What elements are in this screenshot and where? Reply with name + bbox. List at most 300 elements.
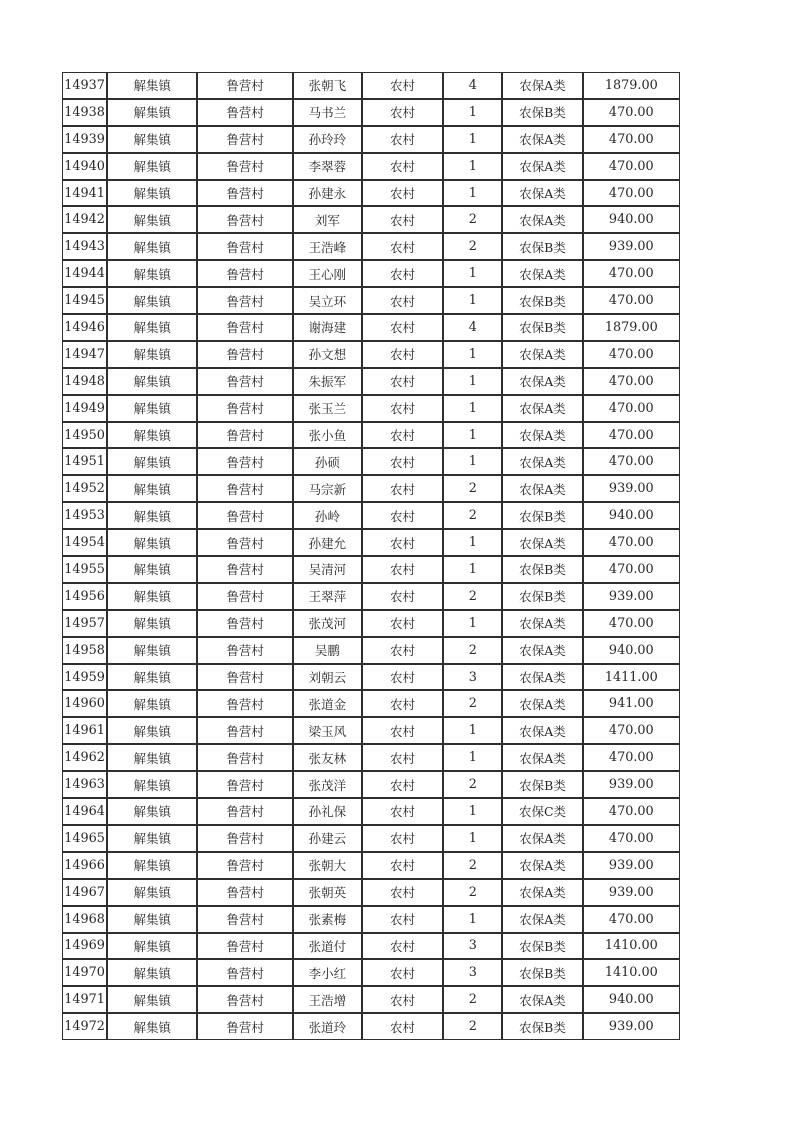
table-body [62, 72, 680, 1040]
cell-amount: 470.00 [583, 906, 680, 933]
table-row [62, 933, 680, 960]
cell-insurance_category: 农保A类 [502, 475, 582, 502]
cell-amount: 940.00 [583, 637, 680, 664]
cell-name: 张友林 [293, 744, 362, 771]
insurance-records-table [62, 72, 680, 1040]
cell-residence_type: 农村 [362, 717, 443, 744]
cell-person_count: 4 [443, 72, 502, 99]
table-row [62, 583, 680, 610]
cell-village: 鲁营村 [197, 529, 292, 556]
table-row [62, 637, 680, 664]
cell-village: 鲁营村 [197, 690, 292, 717]
cell-residence_type: 农村 [362, 233, 443, 260]
cell-residence_type: 农村 [362, 72, 443, 99]
table-row [62, 664, 680, 691]
cell-amount: 939.00 [583, 1013, 680, 1040]
cell-insurance_category: 农保B类 [502, 502, 582, 529]
cell-amount: 1879.00 [583, 72, 680, 99]
cell-residence_type: 农村 [362, 287, 443, 314]
cell-residence_type: 农村 [362, 690, 443, 717]
cell-record_id: 14955 [62, 556, 107, 583]
cell-amount: 470.00 [583, 744, 680, 771]
cell-village: 鲁营村 [197, 99, 292, 126]
cell-insurance_category: 农保A类 [502, 717, 582, 744]
cell-person_count: 1 [443, 556, 502, 583]
cell-village: 鲁营村 [197, 368, 292, 395]
cell-village: 鲁营村 [197, 206, 292, 233]
cell-record_id: 14972 [62, 1013, 107, 1040]
cell-residence_type: 农村 [362, 180, 443, 207]
table-row [62, 180, 680, 207]
cell-amount: 470.00 [583, 556, 680, 583]
table-row [62, 368, 680, 395]
cell-village: 鲁营村 [197, 314, 292, 341]
cell-amount: 470.00 [583, 153, 680, 180]
cell-amount: 939.00 [583, 475, 680, 502]
cell-name: 吴鹏 [293, 637, 362, 664]
cell-record_id: 14938 [62, 99, 107, 126]
cell-person_count: 2 [443, 771, 502, 798]
cell-town: 解集镇 [107, 798, 197, 825]
cell-name: 谢海建 [293, 314, 362, 341]
cell-person_count: 2 [443, 879, 502, 906]
cell-village: 鲁营村 [197, 933, 292, 960]
cell-name: 张道付 [293, 933, 362, 960]
cell-record_id: 14952 [62, 475, 107, 502]
cell-name: 刘军 [293, 206, 362, 233]
cell-town: 解集镇 [107, 933, 197, 960]
cell-amount: 470.00 [583, 260, 680, 287]
cell-person_count: 1 [443, 422, 502, 449]
cell-record_id: 14956 [62, 583, 107, 610]
table-row [62, 556, 680, 583]
cell-record_id: 14951 [62, 448, 107, 475]
table-row [62, 287, 680, 314]
cell-person_count: 2 [443, 986, 502, 1013]
cell-residence_type: 农村 [362, 126, 443, 153]
cell-insurance_category: 农保A类 [502, 395, 582, 422]
cell-insurance_category: 农保B类 [502, 314, 582, 341]
cell-insurance_category: 农保B类 [502, 233, 582, 260]
cell-residence_type: 农村 [362, 986, 443, 1013]
table-row [62, 153, 680, 180]
cell-residence_type: 农村 [362, 529, 443, 556]
cell-record_id: 14969 [62, 933, 107, 960]
cell-name: 张小鱼 [293, 422, 362, 449]
cell-town: 解集镇 [107, 341, 197, 368]
cell-name: 李小红 [293, 959, 362, 986]
cell-record_id: 14947 [62, 341, 107, 368]
cell-name: 张素梅 [293, 906, 362, 933]
cell-name: 吴立环 [293, 287, 362, 314]
cell-village: 鲁营村 [197, 260, 292, 287]
cell-village: 鲁营村 [197, 825, 292, 852]
cell-record_id: 14953 [62, 502, 107, 529]
cell-residence_type: 农村 [362, 99, 443, 126]
cell-residence_type: 农村 [362, 368, 443, 395]
cell-village: 鲁营村 [197, 180, 292, 207]
cell-amount: 939.00 [583, 852, 680, 879]
table-row [62, 798, 680, 825]
cell-village: 鲁营村 [197, 583, 292, 610]
cell-town: 解集镇 [107, 717, 197, 744]
cell-record_id: 14950 [62, 422, 107, 449]
cell-residence_type: 农村 [362, 475, 443, 502]
cell-name: 张道玲 [293, 1013, 362, 1040]
cell-village: 鲁营村 [197, 126, 292, 153]
cell-name: 吴清河 [293, 556, 362, 583]
cell-village: 鲁营村 [197, 153, 292, 180]
table-row [62, 448, 680, 475]
cell-person_count: 2 [443, 852, 502, 879]
table-row [62, 1013, 680, 1040]
cell-residence_type: 农村 [362, 771, 443, 798]
cell-residence_type: 农村 [362, 959, 443, 986]
cell-residence_type: 农村 [362, 798, 443, 825]
cell-residence_type: 农村 [362, 637, 443, 664]
cell-insurance_category: 农保A类 [502, 180, 582, 207]
cell-town: 解集镇 [107, 906, 197, 933]
cell-insurance_category: 农保B类 [502, 933, 582, 960]
cell-record_id: 14959 [62, 664, 107, 691]
cell-record_id: 14963 [62, 771, 107, 798]
table-row [62, 529, 680, 556]
cell-residence_type: 农村 [362, 933, 443, 960]
cell-village: 鲁营村 [197, 395, 292, 422]
cell-record_id: 14942 [62, 206, 107, 233]
cell-residence_type: 农村 [362, 664, 443, 691]
cell-village: 鲁营村 [197, 664, 292, 691]
cell-amount: 940.00 [583, 986, 680, 1013]
cell-person_count: 1 [443, 341, 502, 368]
cell-village: 鲁营村 [197, 906, 292, 933]
cell-town: 解集镇 [107, 879, 197, 906]
cell-amount: 940.00 [583, 206, 680, 233]
cell-town: 解集镇 [107, 637, 197, 664]
cell-name: 王心刚 [293, 260, 362, 287]
cell-insurance_category: 农保A类 [502, 126, 582, 153]
cell-name: 梁玉风 [293, 717, 362, 744]
cell-town: 解集镇 [107, 744, 197, 771]
table-row [62, 341, 680, 368]
cell-record_id: 14971 [62, 986, 107, 1013]
cell-town: 解集镇 [107, 314, 197, 341]
cell-person_count: 2 [443, 475, 502, 502]
cell-residence_type: 农村 [362, 422, 443, 449]
cell-amount: 470.00 [583, 529, 680, 556]
cell-insurance_category: 农保A类 [502, 206, 582, 233]
cell-amount: 939.00 [583, 879, 680, 906]
cell-person_count: 1 [443, 717, 502, 744]
cell-town: 解集镇 [107, 72, 197, 99]
cell-record_id: 14944 [62, 260, 107, 287]
cell-insurance_category: 农保B类 [502, 287, 582, 314]
cell-residence_type: 农村 [362, 153, 443, 180]
cell-person_count: 2 [443, 690, 502, 717]
cell-town: 解集镇 [107, 126, 197, 153]
cell-name: 王浩峰 [293, 233, 362, 260]
cell-insurance_category: 农保A类 [502, 368, 582, 395]
cell-residence_type: 农村 [362, 448, 443, 475]
cell-name: 孙建云 [293, 825, 362, 852]
cell-amount: 470.00 [583, 368, 680, 395]
cell-insurance_category: 农保B类 [502, 1013, 582, 1040]
cell-town: 解集镇 [107, 368, 197, 395]
table-row [62, 422, 680, 449]
cell-record_id: 14941 [62, 180, 107, 207]
cell-insurance_category: 农保B类 [502, 583, 582, 610]
cell-town: 解集镇 [107, 986, 197, 1013]
table-row [62, 852, 680, 879]
table-row [62, 72, 680, 99]
cell-record_id: 14970 [62, 959, 107, 986]
cell-insurance_category: 农保B类 [502, 959, 582, 986]
cell-town: 解集镇 [107, 664, 197, 691]
cell-person_count: 2 [443, 637, 502, 664]
cell-village: 鲁营村 [197, 341, 292, 368]
cell-village: 鲁营村 [197, 422, 292, 449]
cell-town: 解集镇 [107, 610, 197, 637]
cell-record_id: 14967 [62, 879, 107, 906]
cell-town: 解集镇 [107, 529, 197, 556]
cell-record_id: 14964 [62, 798, 107, 825]
cell-amount: 470.00 [583, 798, 680, 825]
cell-insurance_category: 农保B类 [502, 99, 582, 126]
cell-residence_type: 农村 [362, 879, 443, 906]
cell-name: 孙硕 [293, 448, 362, 475]
table-row [62, 744, 680, 771]
cell-village: 鲁营村 [197, 852, 292, 879]
cell-record_id: 14945 [62, 287, 107, 314]
cell-name: 张茂洋 [293, 771, 362, 798]
cell-town: 解集镇 [107, 448, 197, 475]
cell-village: 鲁营村 [197, 717, 292, 744]
cell-record_id: 14965 [62, 825, 107, 852]
cell-record_id: 14968 [62, 906, 107, 933]
cell-residence_type: 农村 [362, 206, 443, 233]
cell-insurance_category: 农保A类 [502, 664, 582, 691]
cell-amount: 470.00 [583, 395, 680, 422]
cell-name: 张朝英 [293, 879, 362, 906]
cell-record_id: 14940 [62, 153, 107, 180]
cell-village: 鲁营村 [197, 798, 292, 825]
cell-town: 解集镇 [107, 260, 197, 287]
cell-name: 张朝大 [293, 852, 362, 879]
cell-residence_type: 农村 [362, 610, 443, 637]
table-row [62, 314, 680, 341]
cell-record_id: 14954 [62, 529, 107, 556]
table-row [62, 825, 680, 852]
cell-village: 鲁营村 [197, 287, 292, 314]
cell-name: 马书兰 [293, 99, 362, 126]
cell-record_id: 14937 [62, 72, 107, 99]
cell-insurance_category: 农保A类 [502, 422, 582, 449]
cell-town: 解集镇 [107, 583, 197, 610]
cell-town: 解集镇 [107, 502, 197, 529]
cell-name: 张玉兰 [293, 395, 362, 422]
table-row [62, 260, 680, 287]
cell-insurance_category: 农保A类 [502, 906, 582, 933]
cell-record_id: 14939 [62, 126, 107, 153]
cell-village: 鲁营村 [197, 475, 292, 502]
cell-village: 鲁营村 [197, 448, 292, 475]
cell-person_count: 4 [443, 314, 502, 341]
cell-village: 鲁营村 [197, 637, 292, 664]
cell-person_count: 1 [443, 180, 502, 207]
cell-person_count: 2 [443, 233, 502, 260]
cell-amount: 470.00 [583, 99, 680, 126]
cell-person_count: 3 [443, 664, 502, 691]
cell-residence_type: 农村 [362, 744, 443, 771]
cell-name: 朱振军 [293, 368, 362, 395]
cell-insurance_category: 农保A类 [502, 637, 582, 664]
cell-person_count: 1 [443, 395, 502, 422]
cell-name: 孙建永 [293, 180, 362, 207]
table-row [62, 771, 680, 798]
cell-insurance_category: 农保A类 [502, 448, 582, 475]
cell-insurance_category: 农保A类 [502, 879, 582, 906]
cell-name: 孙礼保 [293, 798, 362, 825]
cell-insurance_category: 农保C类 [502, 798, 582, 825]
cell-insurance_category: 农保B类 [502, 771, 582, 798]
cell-insurance_category: 农保A类 [502, 852, 582, 879]
table-row [62, 126, 680, 153]
table-row [62, 610, 680, 637]
cell-name: 李翠蓉 [293, 153, 362, 180]
cell-amount: 470.00 [583, 610, 680, 637]
cell-insurance_category: 农保B类 [502, 556, 582, 583]
cell-person_count: 1 [443, 825, 502, 852]
cell-town: 解集镇 [107, 153, 197, 180]
cell-name: 张茂河 [293, 610, 362, 637]
cell-amount: 470.00 [583, 448, 680, 475]
cell-town: 解集镇 [107, 852, 197, 879]
cell-insurance_category: 农保A类 [502, 260, 582, 287]
cell-amount: 1410.00 [583, 933, 680, 960]
cell-person_count: 1 [443, 906, 502, 933]
cell-amount: 470.00 [583, 422, 680, 449]
table-row [62, 986, 680, 1013]
table-row [62, 879, 680, 906]
cell-residence_type: 农村 [362, 502, 443, 529]
cell-person_count: 1 [443, 260, 502, 287]
cell-name: 刘朝云 [293, 664, 362, 691]
cell-village: 鲁营村 [197, 72, 292, 99]
cell-town: 解集镇 [107, 180, 197, 207]
cell-town: 解集镇 [107, 287, 197, 314]
cell-amount: 941.00 [583, 690, 680, 717]
cell-name: 马宗新 [293, 475, 362, 502]
cell-person_count: 1 [443, 610, 502, 637]
cell-insurance_category: 农保A类 [502, 690, 582, 717]
cell-residence_type: 农村 [362, 556, 443, 583]
cell-insurance_category: 农保A类 [502, 153, 582, 180]
cell-person_count: 1 [443, 126, 502, 153]
cell-person_count: 1 [443, 287, 502, 314]
cell-person_count: 2 [443, 502, 502, 529]
cell-record_id: 14946 [62, 314, 107, 341]
cell-residence_type: 农村 [362, 825, 443, 852]
cell-town: 解集镇 [107, 825, 197, 852]
cell-name: 张道金 [293, 690, 362, 717]
cell-person_count: 2 [443, 1013, 502, 1040]
cell-village: 鲁营村 [197, 233, 292, 260]
cell-village: 鲁营村 [197, 1013, 292, 1040]
cell-name: 孙文想 [293, 341, 362, 368]
cell-amount: 939.00 [583, 583, 680, 610]
cell-town: 解集镇 [107, 422, 197, 449]
cell-person_count: 1 [443, 153, 502, 180]
cell-town: 解集镇 [107, 99, 197, 126]
cell-name: 王翠萍 [293, 583, 362, 610]
cell-residence_type: 农村 [362, 1013, 443, 1040]
cell-record_id: 14949 [62, 395, 107, 422]
cell-town: 解集镇 [107, 771, 197, 798]
cell-amount: 940.00 [583, 502, 680, 529]
cell-person_count: 1 [443, 744, 502, 771]
cell-residence_type: 农村 [362, 341, 443, 368]
cell-record_id: 14958 [62, 637, 107, 664]
cell-record_id: 14966 [62, 852, 107, 879]
cell-insurance_category: 农保A类 [502, 529, 582, 556]
cell-residence_type: 农村 [362, 906, 443, 933]
cell-residence_type: 农村 [362, 583, 443, 610]
cell-insurance_category: 农保A类 [502, 825, 582, 852]
table-row [62, 233, 680, 260]
cell-amount: 470.00 [583, 825, 680, 852]
cell-residence_type: 农村 [362, 395, 443, 422]
cell-town: 解集镇 [107, 475, 197, 502]
cell-name: 王浩增 [293, 986, 362, 1013]
cell-residence_type: 农村 [362, 314, 443, 341]
cell-town: 解集镇 [107, 1013, 197, 1040]
cell-town: 解集镇 [107, 206, 197, 233]
cell-insurance_category: 农保A类 [502, 72, 582, 99]
table-row [62, 502, 680, 529]
cell-amount: 470.00 [583, 717, 680, 744]
cell-name: 孙岭 [293, 502, 362, 529]
cell-record_id: 14957 [62, 610, 107, 637]
cell-person_count: 1 [443, 99, 502, 126]
table-row [62, 959, 680, 986]
cell-insurance_category: 农保A类 [502, 610, 582, 637]
cell-town: 解集镇 [107, 690, 197, 717]
table-row [62, 690, 680, 717]
cell-amount: 470.00 [583, 126, 680, 153]
table-row [62, 99, 680, 126]
cell-person_count: 3 [443, 959, 502, 986]
cell-record_id: 14943 [62, 233, 107, 260]
cell-name: 孙建允 [293, 529, 362, 556]
cell-amount: 1410.00 [583, 959, 680, 986]
cell-record_id: 14961 [62, 717, 107, 744]
cell-amount: 470.00 [583, 341, 680, 368]
cell-village: 鲁营村 [197, 771, 292, 798]
cell-name: 孙玲玲 [293, 126, 362, 153]
cell-town: 解集镇 [107, 959, 197, 986]
cell-person_count: 3 [443, 933, 502, 960]
cell-town: 解集镇 [107, 395, 197, 422]
cell-record_id: 14962 [62, 744, 107, 771]
cell-village: 鲁营村 [197, 744, 292, 771]
cell-person_count: 1 [443, 368, 502, 395]
table-row [62, 475, 680, 502]
cell-amount: 1411.00 [583, 664, 680, 691]
cell-amount: 470.00 [583, 180, 680, 207]
cell-village: 鲁营村 [197, 879, 292, 906]
cell-residence_type: 农村 [362, 852, 443, 879]
table-row [62, 395, 680, 422]
